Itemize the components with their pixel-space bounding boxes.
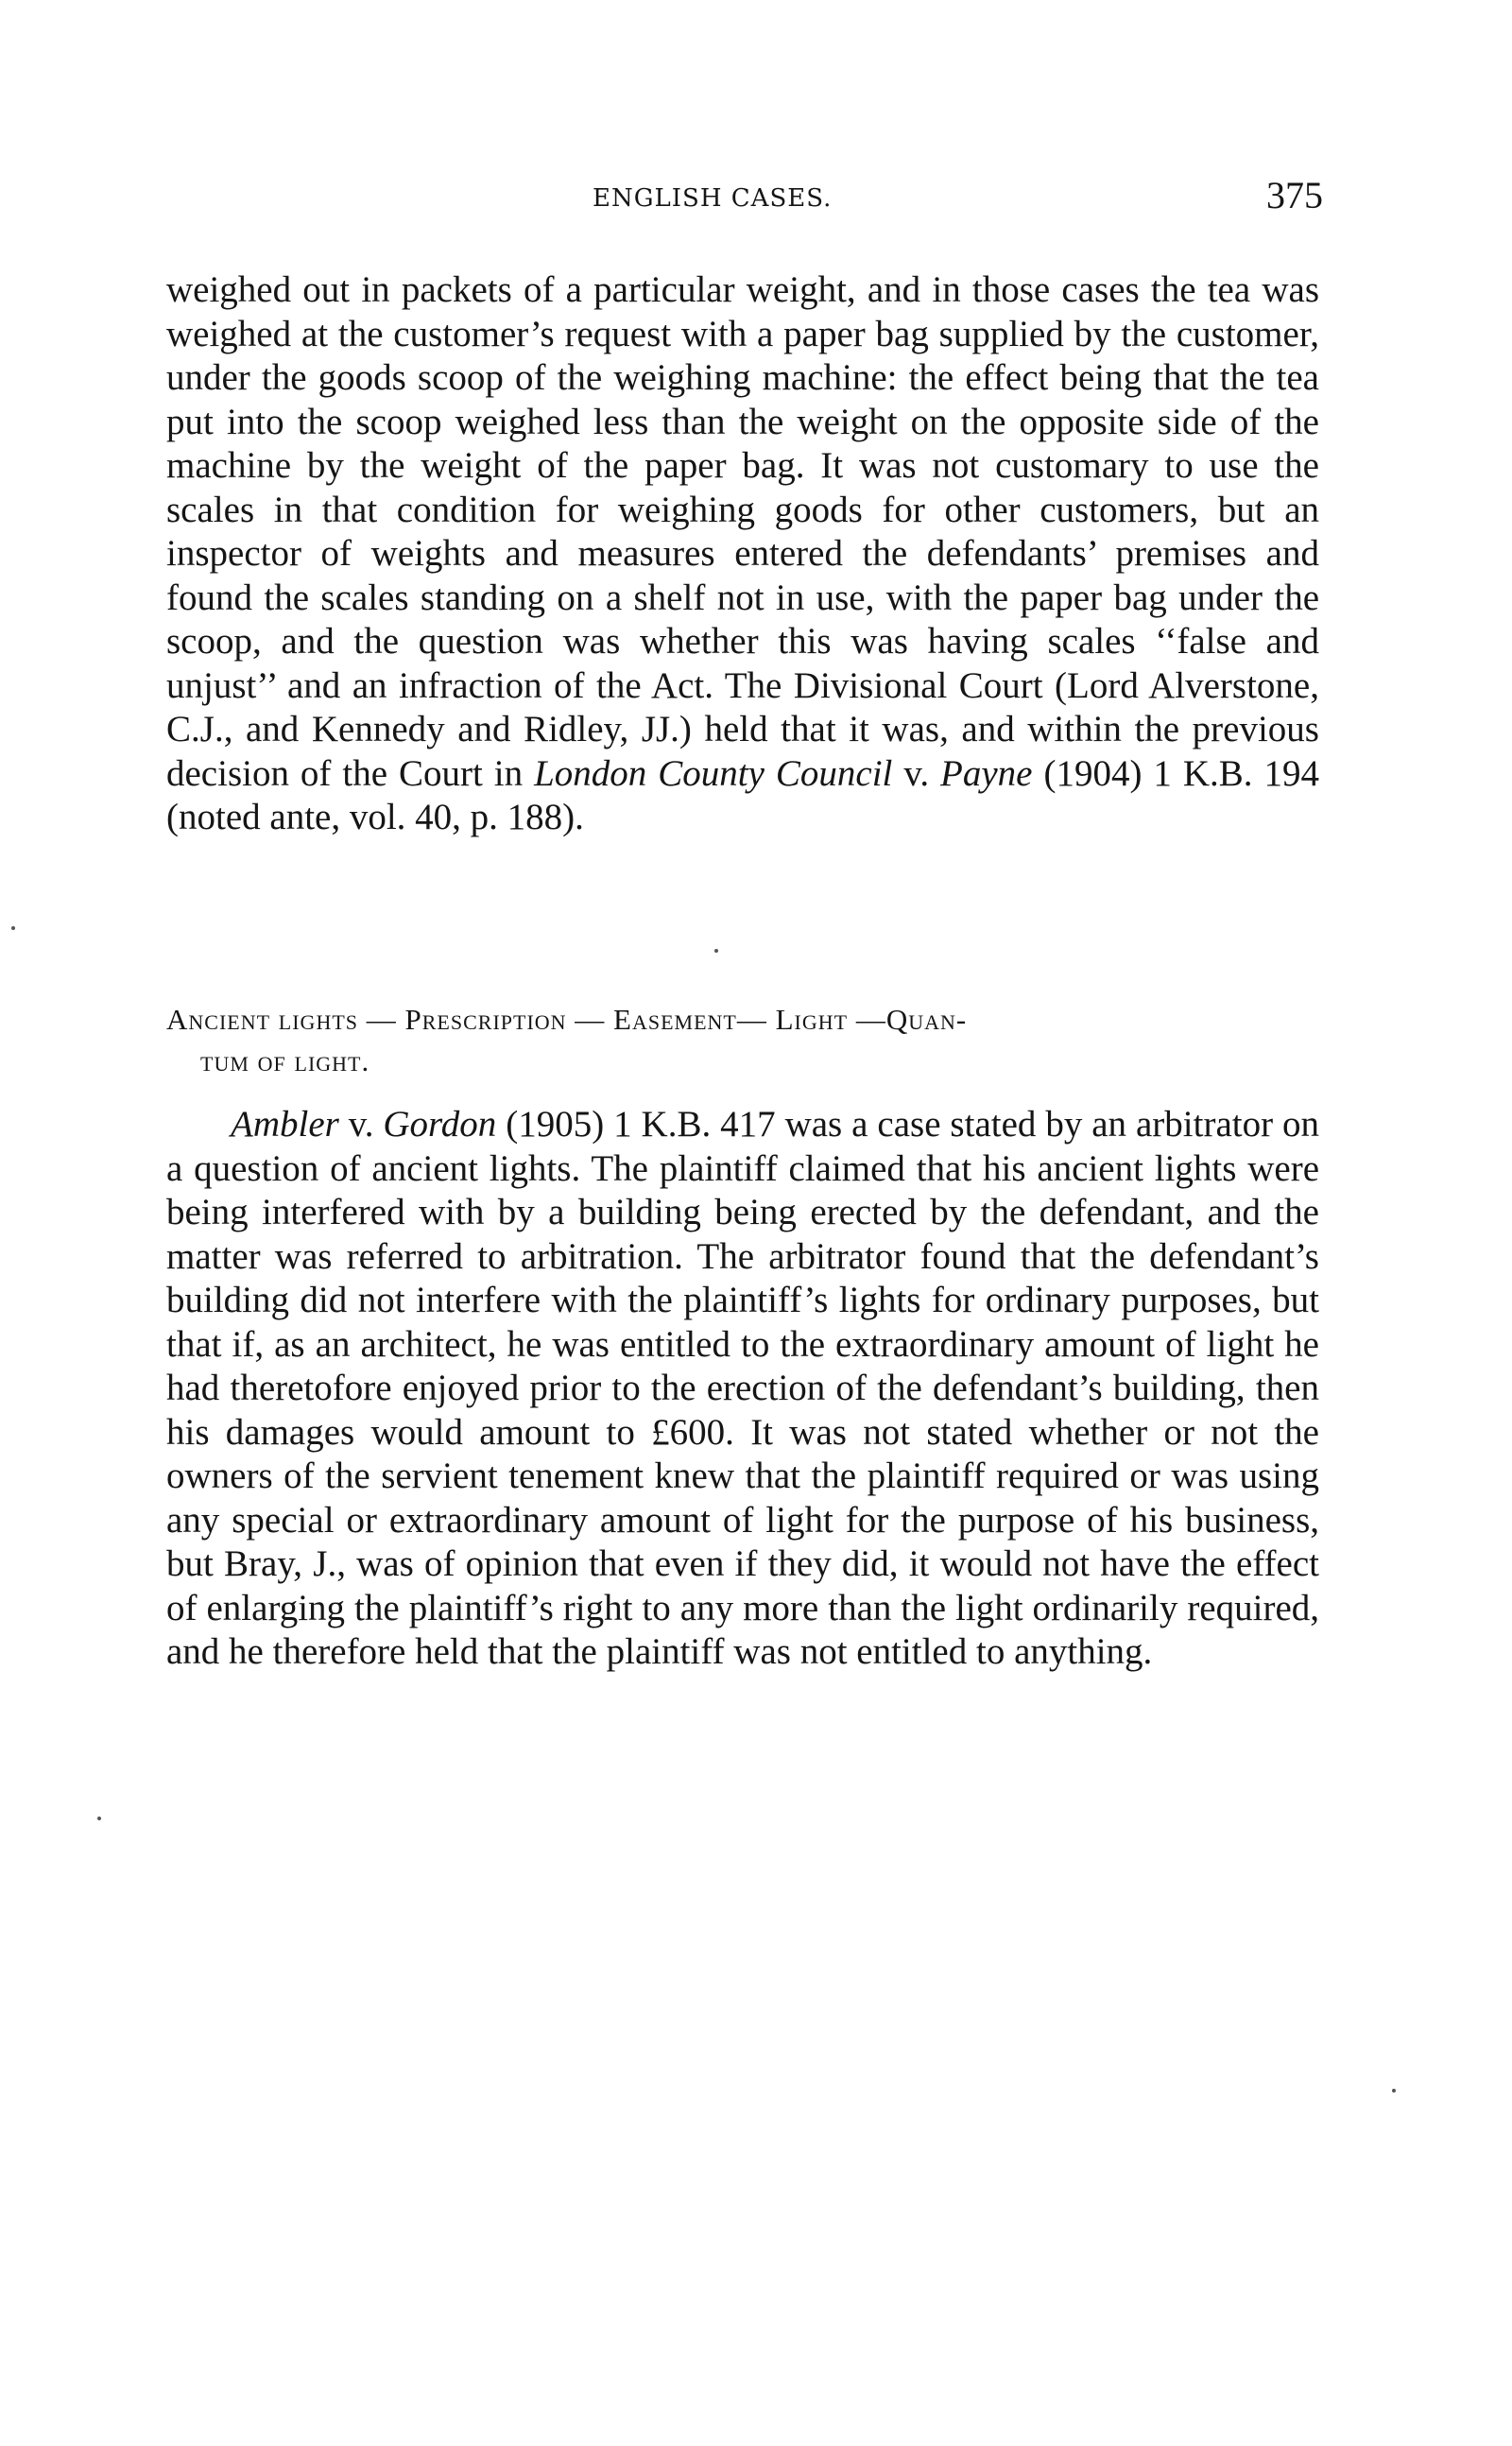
paragraph-text-end: (1904) 1 K.B. 194 (noted ante, vol. 40, p. 188). xyxy=(166,752,1320,837)
section-heading-line-2: tum of light. xyxy=(200,1044,370,1077)
case-paragraph xyxy=(166,1103,1319,1675)
versus-text: v. xyxy=(892,752,941,794)
scan-speck xyxy=(1392,2089,1396,2093)
section-heading xyxy=(166,999,1319,1082)
paragraph-text: (1905) 1 K.B. 417 was a case stated by an arbitrator on a question of ancient lights. The plaintiff claimed that his ancient lights were being interfered with by a building being erected by the defendant, and the matter was referred to arbitration. The arbitrator found that the defendant’s building did not interfere with the plaintiff’s lights for ordinary purposes, but that if, as an architect, he was entitled to the extraordinary amount of light he had theretofore enjoyed prior to the erection of the defendant’s building, then his damages would amount to £600. It was not stated whether or not the owners of the servient tenement knew that the plaintiff required or was using any special or extraordinary amount of light for the purpose of his business, but Bray, J., was of opinion that even if they did, it would not have the effect of enlarging the plaintiff’s right to any more than the light ordinarily required, and he therefore held that the plaintiff was not entitled to anything. xyxy=(166,1104,1320,1672)
case-name-ambler: Ambler xyxy=(231,1104,339,1145)
scan-speck xyxy=(97,1817,101,1820)
case-name-london-county-council: London County Council xyxy=(534,752,893,794)
continuation-paragraph xyxy=(166,268,1319,840)
case-name-gordon: Gordon xyxy=(383,1104,497,1145)
scan-speck xyxy=(11,926,15,930)
versus-text: v. xyxy=(338,1104,384,1145)
page-number: 375 xyxy=(1266,174,1323,216)
running-head: ENGLISH CASES. xyxy=(593,184,833,213)
scan-speck xyxy=(714,949,718,953)
section-heading-line-1: Ancient lights — Prescription — Easement— Light —Quan- xyxy=(166,1003,968,1036)
paragraph-text: weighed out in packets of a particular weight, and in those cases the tea was weighed at the customer’s request with a paper bag supplied by the customer, under the goods scoop of the weighing machine: the effect being that the tea put into the scoop weighed less than the weight on the opposite side of the machine by the weight of the paper bag. It was not customary to use the scales in that condition for weighing goods for other customers, but an inspector of weights and measures entered the defendants’ premises and found the scales standing on a shelf not in use, with the paper bag under the scoop, and the question was whether this was having scales ‘‘false and unjust’’ and an infraction of the Act. The Divisional Court (Lord Alverstone, C.J., and Kennedy and Ridley, JJ.) held that it was, and within the previous decision of the Court in xyxy=(166,269,1319,794)
case-name-payne: Payne xyxy=(940,752,1033,794)
